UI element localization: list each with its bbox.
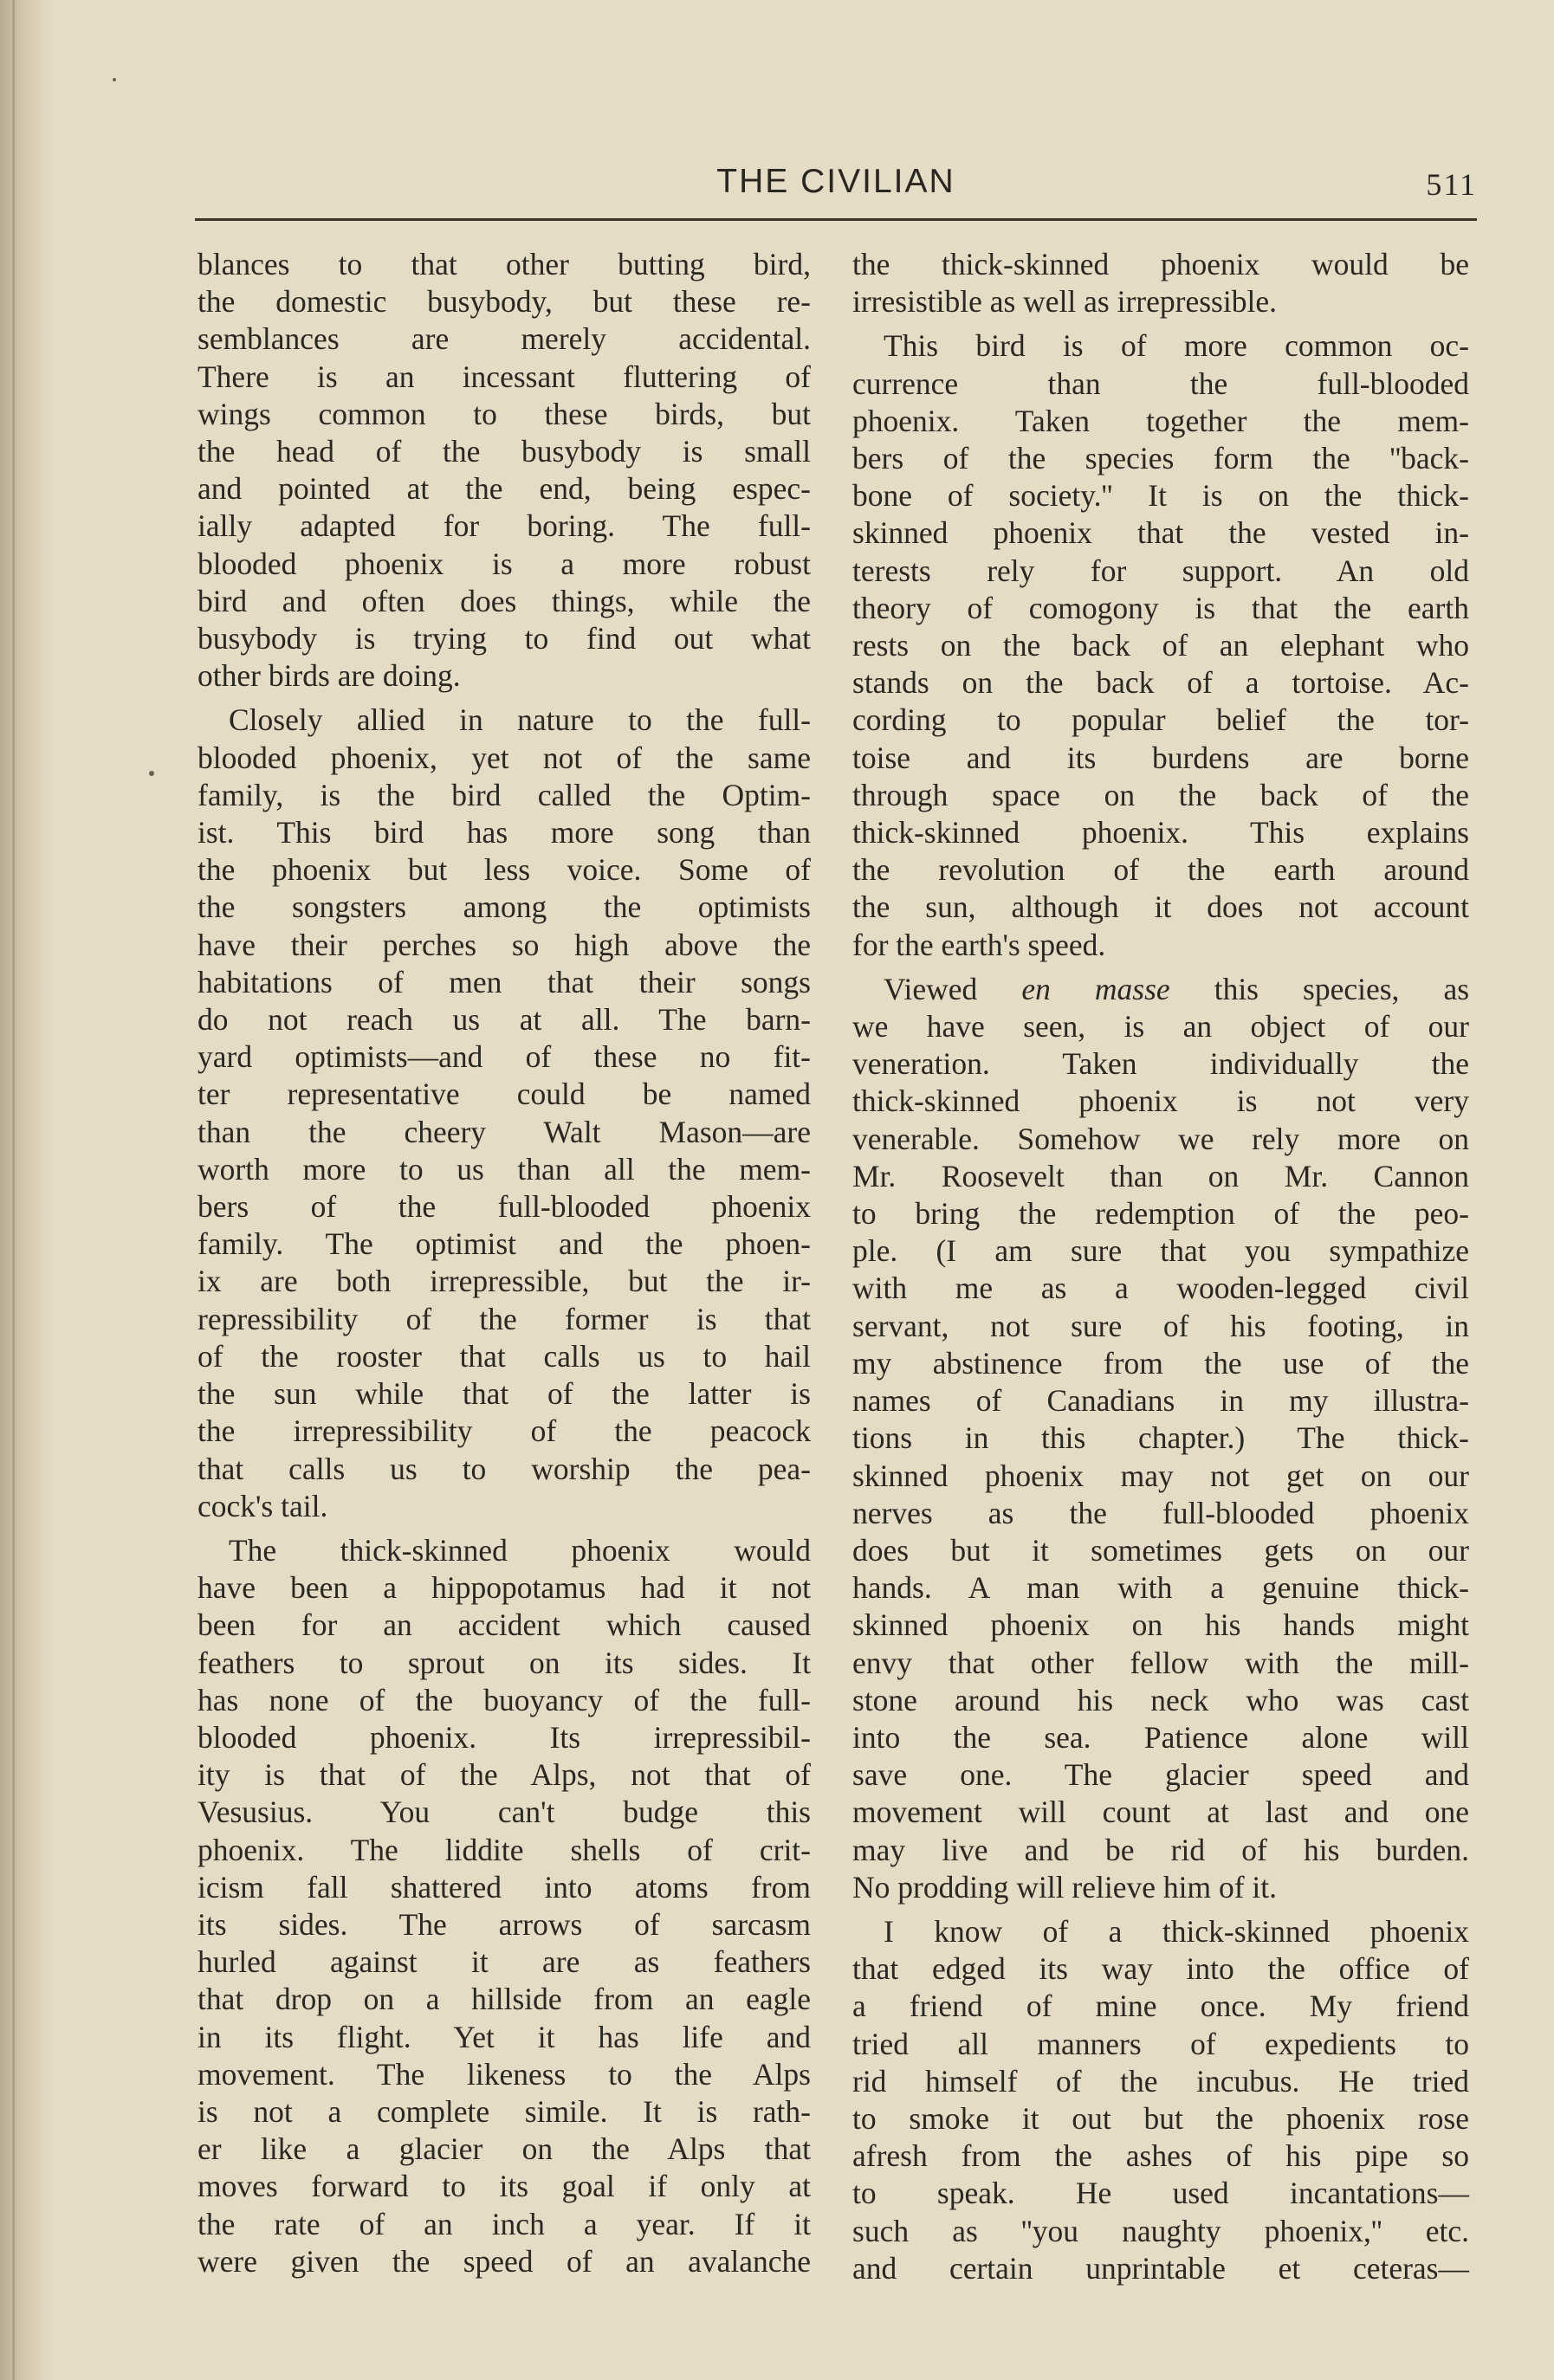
text-line: I know of a thick-skinned phoenix — [884, 1913, 1469, 1949]
text-line: nerves as the full-blooded phoenix — [852, 1495, 1469, 1530]
page-number: 511 — [1426, 167, 1477, 202]
text-line: has none of the buoyancy of the full- — [197, 1682, 811, 1717]
text-line: been for an accident which caused — [197, 1607, 811, 1643]
text-line: ix are both irrepressible, but the ir- — [197, 1264, 811, 1299]
text-line: we have seen, is an object of our — [852, 1009, 1469, 1044]
text-line: skinned phoenix on his hands might — [852, 1607, 1469, 1643]
text-line: the thick-skinned phoenix would be — [852, 247, 1469, 281]
text-line: moves forward to its goal if only at — [197, 2169, 811, 2204]
text-line: thick-skinned phoenix is not very — [852, 1083, 1469, 1119]
text-line: afresh from the ashes of his pipe so — [852, 2138, 1469, 2174]
text-line: the sun, although it does not account — [852, 889, 1469, 925]
text-line: into the sea. Patience alone will — [852, 1719, 1469, 1755]
text-line: such as ''you naughty phoenix,'' etc. — [852, 2213, 1469, 2248]
text-line: movement. The likeness to the Alps — [197, 2056, 811, 2092]
text-line: may live and be rid of his burden. — [852, 1832, 1469, 1867]
print-speck — [149, 771, 154, 776]
text-line: the rate of an inch a year. If it — [197, 2206, 811, 2241]
text-line: worth more to us than all the mem- — [197, 1151, 811, 1187]
text-line: other birds are doing. — [197, 658, 461, 694]
text-line: bird and often does things, while the — [197, 583, 811, 618]
text-line: to smoke it out but the phoenix rose — [852, 2100, 1469, 2136]
text-line: the irrepressibility of the peacock — [197, 1413, 811, 1449]
text-line: than the cheery Walt Mason—are — [197, 1114, 811, 1149]
text-line: that calls us to worship the pea- — [197, 1451, 811, 1486]
text-line: do not reach us at all. The barn- — [197, 1002, 811, 1038]
text-line: wings common to these birds, but — [197, 396, 811, 431]
text-line: cording to popular belief the tor- — [852, 702, 1469, 738]
text-line: Mr. Roosevelt than on Mr. Cannon — [852, 1158, 1469, 1193]
text-line: the songsters among the optimists — [197, 889, 811, 925]
text-line: No prodding will relieve him of it. — [852, 1869, 1278, 1905]
text-line: to bring the redemption of the peo- — [852, 1196, 1469, 1232]
text-line: habitations of men that their songs — [197, 964, 811, 999]
text-line: Vesusius. You can't budge this — [197, 1795, 811, 1830]
text-line: er like a glacier on the Alps that — [197, 2131, 811, 2167]
text-line: have their perches so high above the — [197, 927, 811, 962]
text-line: ple. (I am sure that you sympathize — [852, 1233, 1469, 1269]
text-line: family. The optimist and the phoen- — [197, 1226, 811, 1262]
right-column — [852, 246, 1469, 2287]
text-line: names of Canadians in my illustra- — [852, 1383, 1469, 1419]
text-line: toise and its burdens are borne — [852, 740, 1469, 775]
text-line: semblances are merely accidental. — [197, 321, 811, 357]
text-line: tried all manners of expedients to — [852, 2026, 1469, 2061]
text-line: my abstinence from the use of the — [852, 1345, 1469, 1381]
text-line: phoenix. The liddite shells of crit- — [197, 1832, 811, 1867]
text-line: rid himself of the incubus. He tried — [852, 2063, 1469, 2099]
text-line: hurled against it are as feathers — [197, 1944, 811, 1980]
text-line: through space on the back of the — [852, 777, 1469, 812]
text-line: bers of the species form the ''back- — [852, 441, 1469, 476]
text-line: repressibility of the former is that — [197, 1301, 811, 1336]
text-line: that drop on a hillside from an eagle — [197, 1982, 811, 2017]
text-line: theory of comogony is that the earth — [852, 590, 1469, 625]
text-line: a friend of mine once. My friend — [852, 1989, 1469, 2024]
text-line: The thick-skinned phoenix would — [229, 1532, 811, 1568]
text-line: yard optimists—and of these no fit- — [197, 1039, 811, 1075]
text-line: family, is the bird called the Optim- — [197, 777, 811, 812]
text-line: movement will count at last and one — [852, 1795, 1469, 1830]
text-line: blooded phoenix. Its irrepressibil- — [197, 1719, 811, 1755]
text-line: and certain unprintable et ceteras— — [852, 2250, 1469, 2286]
text-line: Closely allied in nature to the full- — [229, 702, 811, 738]
text-line: the sun while that of the latter is — [197, 1376, 811, 1412]
text-line: cock's tail. — [197, 1488, 328, 1523]
text-line: terests rely for support. An old — [852, 553, 1469, 588]
text-line: hands. A man with a genuine thick- — [852, 1570, 1469, 1606]
text-line: icism fall shattered into atoms from — [197, 1869, 811, 1905]
text-line: busybody is trying to find out what — [197, 621, 811, 656]
text-line: venerable. Somehow we rely more on — [852, 1121, 1469, 1156]
text-line: ist. This bird has more song than — [197, 815, 811, 850]
text-line: with me as a wooden-legged civil — [852, 1271, 1469, 1306]
page-gutter-shadow — [0, 0, 52, 2380]
text-line: envy that other fellow with the mill- — [852, 1645, 1469, 1680]
header-rule — [195, 218, 1477, 221]
text-line: for the earth's speed. — [852, 927, 1106, 962]
text-line: the phoenix but less voice. Some of — [197, 852, 811, 888]
text-line: blances to that other butting bird, — [197, 247, 811, 281]
text-line: irresistible as well as irrepressible. — [852, 284, 1277, 320]
text-line: stone around his neck who was cast — [852, 1682, 1469, 1717]
text-line: does but it sometimes gets on our — [852, 1532, 1469, 1568]
text-line: This bird is of more common oc- — [884, 328, 1469, 364]
text-line: its sides. The arrows of sarcasm — [197, 1906, 811, 1942]
page-header — [195, 163, 1477, 215]
binding-edge — [12, 0, 15, 2380]
text-line: bers of the full-blooded phoenix — [197, 1189, 811, 1225]
text-line: the domestic busybody, but these re- — [197, 284, 811, 320]
text-line: There is an incessant fluttering of — [197, 359, 811, 394]
text-run: Viewed — [884, 971, 978, 1006]
text-line: the revolution of the earth around — [852, 852, 1469, 888]
text-line: veneration. Taken individually the — [852, 1046, 1469, 1082]
text-line: ter representative could be named — [197, 1077, 811, 1112]
text-line — [852, 971, 1469, 1008]
text-line: servant, not sure of his footing, in — [852, 1308, 1469, 1343]
text-line: rests on the back of an elephant who — [852, 628, 1469, 663]
left-column — [197, 246, 811, 2280]
text-line: in its flight. Yet it has life and — [197, 2019, 811, 2054]
italic-phrase: en masse — [1021, 971, 1170, 1006]
text-line: stands on the back of a tortoise. Ac- — [852, 665, 1469, 701]
text-line: and pointed at the end, being espec- — [197, 471, 811, 507]
text-line: have been a hippopotamus had it not — [197, 1570, 811, 1606]
text-line: the head of the busybody is small — [197, 434, 811, 469]
text-line: blooded phoenix is a more robust — [197, 546, 811, 581]
text-line: is not a complete simile. It is rath- — [197, 2093, 811, 2129]
text-line: ity is that of the Alps, not that of — [197, 1757, 811, 1793]
text-line: tions in this chapter.) The thick- — [852, 1420, 1469, 1456]
text-line: currence than the full-blooded — [852, 365, 1469, 401]
print-speck — [113, 78, 116, 81]
text-line: were given the speed of an avalanche — [197, 2243, 811, 2279]
text-line: skinned phoenix may not get on our — [852, 1458, 1469, 1493]
text-line: ially adapted for boring. The full- — [197, 508, 811, 544]
text-line: save one. The glacier speed and — [852, 1757, 1469, 1793]
text-line: blooded phoenix, yet not of the same — [197, 740, 811, 775]
text-line: skinned phoenix that the vested in- — [852, 515, 1469, 551]
text-line: to speak. He used incantations— — [852, 2176, 1469, 2211]
text-line: phoenix. Taken together the mem- — [852, 403, 1469, 438]
text-line: feathers to sprout on its sides. It — [197, 1645, 811, 1680]
text-line: of the rooster that calls us to hail — [197, 1338, 811, 1374]
running-title: THE CIVILIAN — [716, 163, 955, 200]
text-line: thick-skinned phoenix. This explains — [852, 815, 1469, 850]
text-line: that edged its way into the office of — [852, 1951, 1469, 1987]
text-run: this species, as — [1214, 971, 1470, 1006]
text-line: bone of society.'' It is on the thick- — [852, 478, 1469, 514]
